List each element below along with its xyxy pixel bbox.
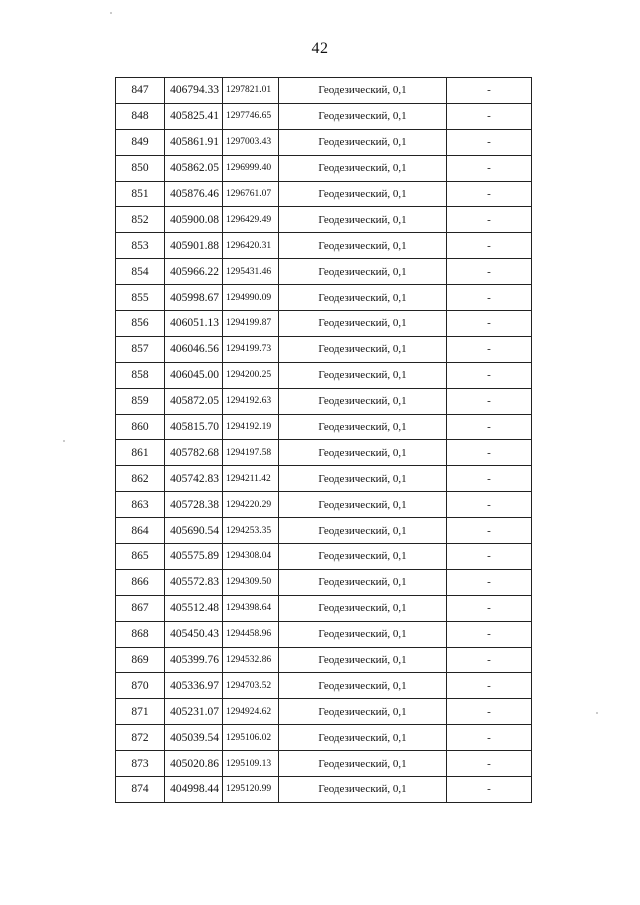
table-row bbox=[116, 78, 532, 104]
point-number-cell: 867 bbox=[116, 595, 165, 621]
y-coordinate-cell: 1294192.63 bbox=[223, 388, 279, 414]
description-cell: - bbox=[447, 285, 532, 311]
x-coordinate-cell: 405966.22 bbox=[165, 259, 223, 285]
description-cell: - bbox=[447, 751, 532, 777]
point-number-cell: 870 bbox=[116, 673, 165, 699]
y-coordinate-cell: 1297821.01 bbox=[223, 78, 279, 104]
table-row bbox=[116, 259, 532, 285]
y-coordinate-cell: 1294197.58 bbox=[223, 440, 279, 466]
method-accuracy-cell: Геодезический, 0,1 bbox=[279, 233, 447, 259]
y-coordinate-cell: 1294199.73 bbox=[223, 336, 279, 362]
x-coordinate-cell: 405742.83 bbox=[165, 466, 223, 492]
table-row bbox=[116, 751, 532, 777]
method-accuracy-cell: Геодезический, 0,1 bbox=[279, 129, 447, 155]
table-row bbox=[116, 336, 532, 362]
table-row bbox=[116, 595, 532, 621]
method-accuracy-cell: Геодезический, 0,1 bbox=[279, 362, 447, 388]
y-coordinate-cell: 1295106.02 bbox=[223, 725, 279, 751]
table-row bbox=[116, 777, 532, 803]
description-cell: - bbox=[447, 311, 532, 337]
description-cell: - bbox=[447, 233, 532, 259]
x-coordinate-cell: 406045.00 bbox=[165, 362, 223, 388]
method-accuracy-cell: Геодезический, 0,1 bbox=[279, 492, 447, 518]
x-coordinate-cell: 406051.13 bbox=[165, 311, 223, 337]
coordinates-table-body bbox=[116, 78, 532, 803]
method-accuracy-cell: Геодезический, 0,1 bbox=[279, 777, 447, 803]
description-cell: - bbox=[447, 595, 532, 621]
table-row bbox=[116, 207, 532, 233]
x-coordinate-cell: 405815.70 bbox=[165, 414, 223, 440]
table-row bbox=[116, 544, 532, 570]
table-row bbox=[116, 362, 532, 388]
point-number-cell: 874 bbox=[116, 777, 165, 803]
method-accuracy-cell: Геодезический, 0,1 bbox=[279, 78, 447, 104]
y-coordinate-cell: 1294211.42 bbox=[223, 466, 279, 492]
x-coordinate-cell: 405690.54 bbox=[165, 518, 223, 544]
x-coordinate-cell: 405782.68 bbox=[165, 440, 223, 466]
y-coordinate-cell: 1294200.25 bbox=[223, 362, 279, 388]
y-coordinate-cell: 1295431.46 bbox=[223, 259, 279, 285]
description-cell: - bbox=[447, 155, 532, 181]
method-accuracy-cell: Геодезический, 0,1 bbox=[279, 336, 447, 362]
point-number-cell: 852 bbox=[116, 207, 165, 233]
description-cell: - bbox=[447, 673, 532, 699]
table-row bbox=[116, 466, 532, 492]
method-accuracy-cell: Геодезический, 0,1 bbox=[279, 466, 447, 492]
y-coordinate-cell: 1296761.07 bbox=[223, 181, 279, 207]
description-cell: - bbox=[447, 492, 532, 518]
point-number-cell: 853 bbox=[116, 233, 165, 259]
table-row bbox=[116, 647, 532, 673]
method-accuracy-cell: Геодезический, 0,1 bbox=[279, 285, 447, 311]
y-coordinate-cell: 1294192.19 bbox=[223, 414, 279, 440]
y-coordinate-cell: 1294253.35 bbox=[223, 518, 279, 544]
point-number-cell: 862 bbox=[116, 466, 165, 492]
y-coordinate-cell: 1295120.99 bbox=[223, 777, 279, 803]
x-coordinate-cell: 405512.48 bbox=[165, 595, 223, 621]
x-coordinate-cell: 405572.83 bbox=[165, 569, 223, 595]
point-number-cell: 856 bbox=[116, 311, 165, 337]
x-coordinate-cell: 405900.08 bbox=[165, 207, 223, 233]
method-accuracy-cell: Геодезический, 0,1 bbox=[279, 518, 447, 544]
coordinates-table bbox=[115, 77, 532, 803]
description-cell: - bbox=[447, 440, 532, 466]
point-number-cell: 861 bbox=[116, 440, 165, 466]
point-number-cell: 851 bbox=[116, 181, 165, 207]
description-cell: - bbox=[447, 388, 532, 414]
description-cell: - bbox=[447, 129, 532, 155]
method-accuracy-cell: Геодезический, 0,1 bbox=[279, 621, 447, 647]
point-number-cell: 859 bbox=[116, 388, 165, 414]
method-accuracy-cell: Геодезический, 0,1 bbox=[279, 569, 447, 595]
y-coordinate-cell: 1294703.52 bbox=[223, 673, 279, 699]
x-coordinate-cell: 405901.88 bbox=[165, 233, 223, 259]
y-coordinate-cell: 1294398.64 bbox=[223, 595, 279, 621]
method-accuracy-cell: Геодезический, 0,1 bbox=[279, 311, 447, 337]
table-row bbox=[116, 103, 532, 129]
description-cell: - bbox=[447, 647, 532, 673]
table-row bbox=[116, 181, 532, 207]
point-number-cell: 869 bbox=[116, 647, 165, 673]
point-number-cell: 858 bbox=[116, 362, 165, 388]
point-number-cell: 855 bbox=[116, 285, 165, 311]
description-cell: - bbox=[447, 414, 532, 440]
method-accuracy-cell: Геодезический, 0,1 bbox=[279, 647, 447, 673]
description-cell: - bbox=[447, 259, 532, 285]
method-accuracy-cell: Геодезический, 0,1 bbox=[279, 155, 447, 181]
table-row bbox=[116, 129, 532, 155]
method-accuracy-cell: Геодезический, 0,1 bbox=[279, 259, 447, 285]
point-number-cell: 871 bbox=[116, 699, 165, 725]
point-number-cell: 866 bbox=[116, 569, 165, 595]
x-coordinate-cell: 405861.91 bbox=[165, 129, 223, 155]
y-coordinate-cell: 1294308.04 bbox=[223, 544, 279, 570]
x-coordinate-cell: 405336.97 bbox=[165, 673, 223, 699]
description-cell: - bbox=[447, 181, 532, 207]
table-row bbox=[116, 725, 532, 751]
method-accuracy-cell: Геодезический, 0,1 bbox=[279, 388, 447, 414]
point-number-cell: 847 bbox=[116, 78, 165, 104]
description-cell: - bbox=[447, 207, 532, 233]
point-number-cell: 864 bbox=[116, 518, 165, 544]
x-coordinate-cell: 405872.05 bbox=[165, 388, 223, 414]
description-cell: - bbox=[447, 777, 532, 803]
x-coordinate-cell: 405231.07 bbox=[165, 699, 223, 725]
y-coordinate-cell: 1294309.50 bbox=[223, 569, 279, 595]
method-accuracy-cell: Геодезический, 0,1 bbox=[279, 440, 447, 466]
y-coordinate-cell: 1294220.29 bbox=[223, 492, 279, 518]
table-row bbox=[116, 388, 532, 414]
method-accuracy-cell: Геодезический, 0,1 bbox=[279, 725, 447, 751]
y-coordinate-cell: 1296429.49 bbox=[223, 207, 279, 233]
description-cell: - bbox=[447, 699, 532, 725]
description-cell: - bbox=[447, 725, 532, 751]
scan-speck bbox=[110, 12, 112, 14]
x-coordinate-cell: 405728.38 bbox=[165, 492, 223, 518]
table-row bbox=[116, 518, 532, 544]
description-cell: - bbox=[447, 466, 532, 492]
x-coordinate-cell: 404998.44 bbox=[165, 777, 223, 803]
description-cell: - bbox=[447, 336, 532, 362]
scan-speck bbox=[596, 712, 598, 714]
method-accuracy-cell: Геодезический, 0,1 bbox=[279, 181, 447, 207]
scan-speck bbox=[63, 440, 65, 442]
table-row bbox=[116, 414, 532, 440]
y-coordinate-cell: 1295109.13 bbox=[223, 751, 279, 777]
description-cell: - bbox=[447, 621, 532, 647]
y-coordinate-cell: 1297746.65 bbox=[223, 103, 279, 129]
y-coordinate-cell: 1294532.86 bbox=[223, 647, 279, 673]
x-coordinate-cell: 405039.54 bbox=[165, 725, 223, 751]
point-number-cell: 857 bbox=[116, 336, 165, 362]
description-cell: - bbox=[447, 362, 532, 388]
method-accuracy-cell: Геодезический, 0,1 bbox=[279, 673, 447, 699]
point-number-cell: 848 bbox=[116, 103, 165, 129]
table-row bbox=[116, 569, 532, 595]
point-number-cell: 854 bbox=[116, 259, 165, 285]
x-coordinate-cell: 406046.56 bbox=[165, 336, 223, 362]
method-accuracy-cell: Геодезический, 0,1 bbox=[279, 207, 447, 233]
method-accuracy-cell: Геодезический, 0,1 bbox=[279, 595, 447, 621]
table-row bbox=[116, 155, 532, 181]
page-number: 42 bbox=[311, 40, 329, 57]
x-coordinate-cell: 405876.46 bbox=[165, 181, 223, 207]
point-number-cell: 863 bbox=[116, 492, 165, 518]
x-coordinate-cell: 405399.76 bbox=[165, 647, 223, 673]
y-coordinate-cell: 1294199.87 bbox=[223, 311, 279, 337]
method-accuracy-cell: Геодезический, 0,1 bbox=[279, 544, 447, 570]
method-accuracy-cell: Геодезический, 0,1 bbox=[279, 103, 447, 129]
table-row bbox=[116, 699, 532, 725]
point-number-cell: 850 bbox=[116, 155, 165, 181]
point-number-cell: 860 bbox=[116, 414, 165, 440]
x-coordinate-cell: 405020.86 bbox=[165, 751, 223, 777]
description-cell: - bbox=[447, 544, 532, 570]
method-accuracy-cell: Геодезический, 0,1 bbox=[279, 751, 447, 777]
point-number-cell: 872 bbox=[116, 725, 165, 751]
table-row bbox=[116, 440, 532, 466]
description-cell: - bbox=[447, 518, 532, 544]
x-coordinate-cell: 405998.67 bbox=[165, 285, 223, 311]
table-row bbox=[116, 311, 532, 337]
y-coordinate-cell: 1296420.31 bbox=[223, 233, 279, 259]
y-coordinate-cell: 1294990.09 bbox=[223, 285, 279, 311]
description-cell: - bbox=[447, 569, 532, 595]
table-row bbox=[116, 285, 532, 311]
y-coordinate-cell: 1294458.96 bbox=[223, 621, 279, 647]
method-accuracy-cell: Геодезический, 0,1 bbox=[279, 414, 447, 440]
point-number-cell: 849 bbox=[116, 129, 165, 155]
x-coordinate-cell: 405575.89 bbox=[165, 544, 223, 570]
description-cell: - bbox=[447, 78, 532, 104]
description-cell: - bbox=[447, 103, 532, 129]
point-number-cell: 865 bbox=[116, 544, 165, 570]
x-coordinate-cell: 405862.05 bbox=[165, 155, 223, 181]
point-number-cell: 868 bbox=[116, 621, 165, 647]
y-coordinate-cell: 1294924.62 bbox=[223, 699, 279, 725]
table-row bbox=[116, 673, 532, 699]
table-row bbox=[116, 492, 532, 518]
point-number-cell: 873 bbox=[116, 751, 165, 777]
x-coordinate-cell: 405450.43 bbox=[165, 621, 223, 647]
method-accuracy-cell: Геодезический, 0,1 bbox=[279, 699, 447, 725]
table-row bbox=[116, 621, 532, 647]
x-coordinate-cell: 405825.41 bbox=[165, 103, 223, 129]
y-coordinate-cell: 1296999.40 bbox=[223, 155, 279, 181]
y-coordinate-cell: 1297003.43 bbox=[223, 129, 279, 155]
x-coordinate-cell: 406794.33 bbox=[165, 78, 223, 104]
table-row bbox=[116, 233, 532, 259]
